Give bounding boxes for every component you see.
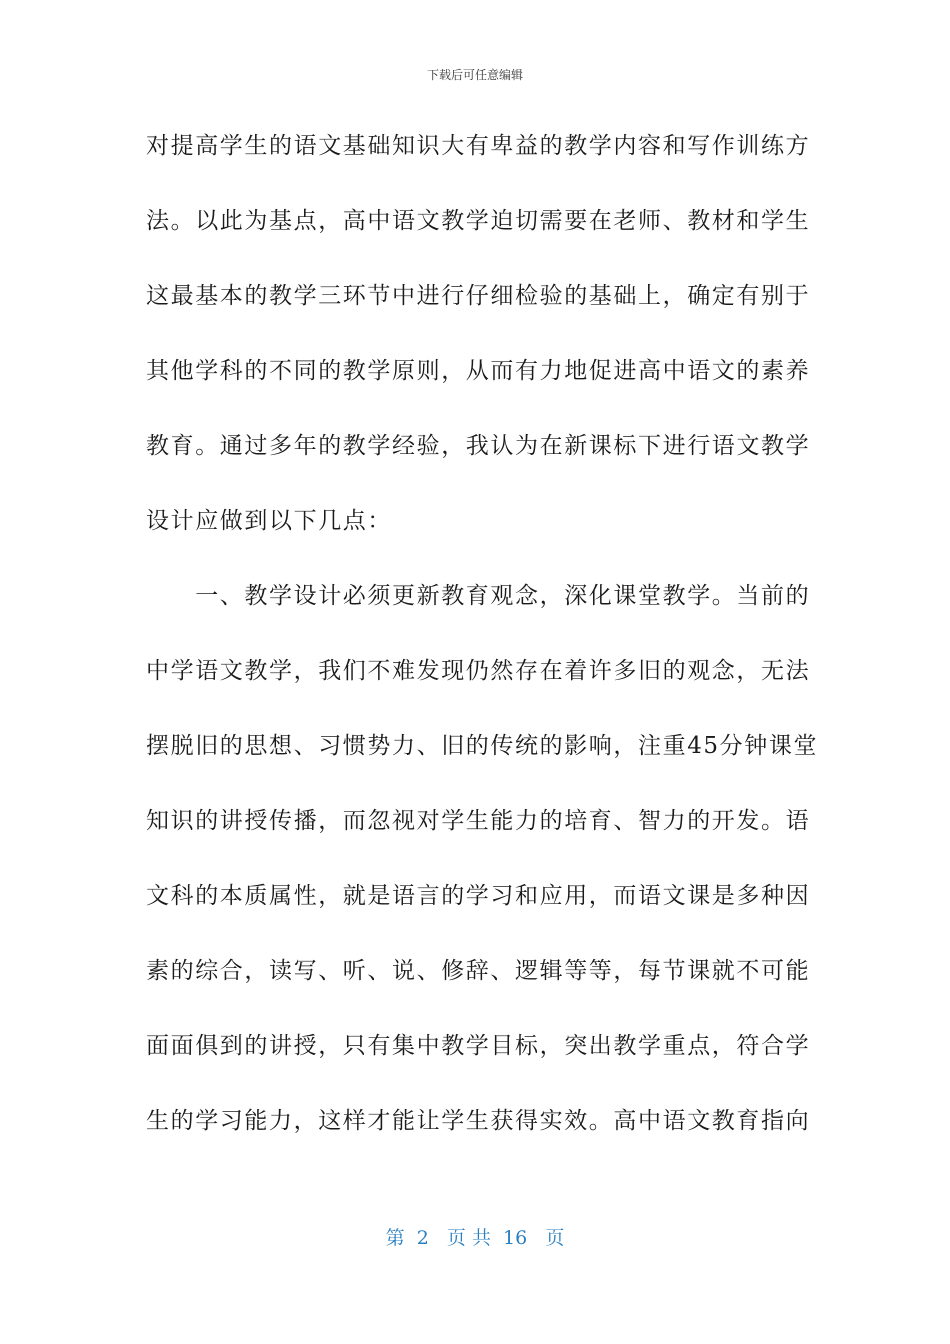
- text-line: 生的学习能力，这样才能让学生获得实效。高中语文教育指向: [146, 1108, 811, 1134]
- text-line: 其他学科的不同的教学原则，从而有力地促进高中语文的素养: [146, 358, 811, 384]
- text-line: 知识的讲授传播，而忽视对学生能力的培育、智力的开发。语: [146, 808, 811, 834]
- text-line: 面面俱到的讲授，只有集中教学目标，突出教学重点，符合学: [146, 1033, 811, 1059]
- text-line: 一、教学设计必须更新教育观念，深化课堂教学。当前的: [146, 583, 811, 609]
- text-line: 教育。通过多年的教学经验，我认为在新课标下进行语文教学: [146, 433, 811, 459]
- text-line: 设计应做到以下几点：: [146, 508, 392, 534]
- text-line: 中学语文教学，我们不难发现仍然存在着许多旧的观念，无法: [146, 658, 811, 684]
- page-header: 下载后可任意编辑: [426, 68, 523, 82]
- text-line: 法。以此为基点，高中语文教学迫切需要在老师、教材和学生: [146, 208, 811, 234]
- text-line: 对提高学生的语文基础知识大有卑益的教学内容和写作训练方: [146, 133, 811, 159]
- text-line: 文科的本质属性，就是语言的学习和应用，而语文课是多种因: [146, 883, 811, 909]
- text-line: 素的综合，读写、听、说、修辞、逻辑等等，每节课就不可能: [146, 958, 811, 984]
- text-line: 这最基本的教学三环节中进行仔细检验的基础上，确定有别于: [146, 283, 811, 309]
- text-line: 摆脱旧的思想、习惯势力、旧的传统的影响，注重45分钟课堂: [146, 733, 819, 759]
- body-text: [146, 120, 819, 1170]
- page-number-footer: 第 2 页 共 16 页: [385, 1227, 565, 1249]
